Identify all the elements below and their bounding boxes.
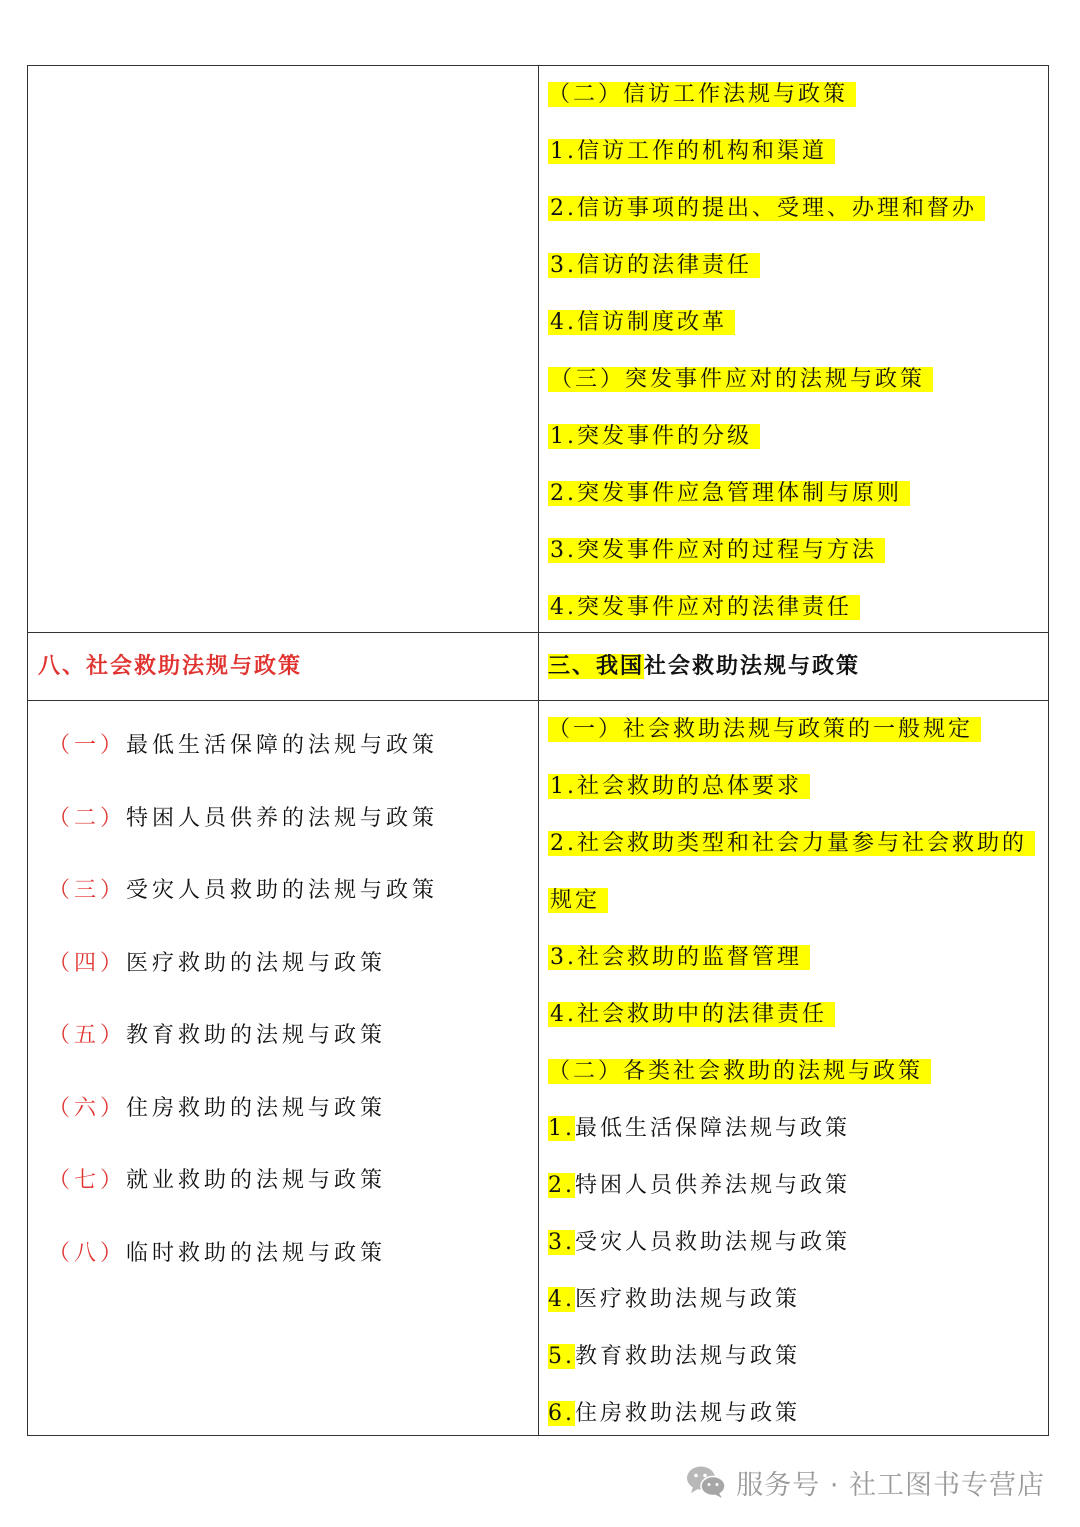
list-item: 3.社会救助的监督管理	[548, 945, 810, 970]
top-right-cell	[539, 66, 1049, 633]
top-left-cell	[28, 66, 539, 633]
item-number: 5.	[548, 1344, 575, 1369]
table-row	[28, 66, 1049, 633]
list-item: 受灾人员救助的法规与政策	[126, 878, 439, 903]
list-item: 2.信访事项的提出、受理、办理和督办	[548, 196, 985, 221]
list-item: 最低生活保障的法规与政策	[126, 733, 439, 758]
item-number: （一）	[48, 733, 127, 758]
item-number: （五）	[48, 1023, 127, 1048]
item-number: 6.	[548, 1401, 575, 1426]
table-row	[28, 633, 1049, 701]
list-item: 教育救助的法规与政策	[126, 1023, 387, 1048]
list-item: 2.社会救助类型和社会力量参与社会救助的	[548, 831, 1035, 856]
list-item: 4.突发事件应对的法律责任	[548, 595, 860, 620]
item-number: 3.	[548, 1230, 575, 1255]
list-item: 教育救助法规与政策	[575, 1344, 801, 1369]
list-item: 住房救助法规与政策	[575, 1401, 801, 1426]
section-heading-left-cell	[28, 633, 539, 701]
item-number: （二）	[48, 805, 127, 831]
list-item: 4.信访制度改革	[548, 310, 735, 335]
list-item: 4.社会救助中的法律责任	[548, 1002, 835, 1027]
list-item: 就业救助的法规与政策	[126, 1168, 387, 1193]
list-item: 1.突发事件的分级	[548, 424, 760, 449]
section-heading-left: 八、社会救助法规与政策	[38, 653, 303, 679]
wechat-icon	[686, 1465, 726, 1499]
list-item: （三）突发事件应对的法规与政策	[548, 367, 933, 392]
list-item: （二）各类社会救助的法规与政策	[548, 1059, 931, 1084]
list-item: 特困人员供养的法规与政策	[126, 805, 439, 831]
list-item: 受灾人员救助法规与政策	[575, 1230, 851, 1255]
item-number: （三）	[48, 878, 127, 903]
item-number: 2.	[548, 1173, 575, 1198]
item-number: （七）	[48, 1168, 127, 1193]
list-item: 医疗救助法规与政策	[575, 1287, 801, 1312]
list-item: 最低生活保障法规与政策	[575, 1116, 851, 1141]
item-number: （六）	[48, 1095, 127, 1121]
list-item: （二）信访工作法规与政策	[548, 82, 856, 107]
footer-text: 服务号 · 社工图书专营店	[736, 1469, 1045, 1501]
list-item: 住房救助的法规与政策	[126, 1095, 387, 1121]
section-heading-right-highlight: 三、我国	[548, 653, 645, 679]
list-item: 规定	[548, 888, 608, 913]
list-item: 医疗救助的法规与政策	[126, 950, 387, 976]
bottom-left-cell	[28, 701, 539, 1436]
list-item: 3.信访的法律责任	[548, 253, 760, 278]
item-number: （八）	[48, 1240, 127, 1266]
list-item: 1.社会救助的总体要求	[548, 774, 810, 799]
item-number: 1.	[548, 1116, 575, 1141]
list-item: （一）社会救助法规与政策的一般规定	[548, 717, 981, 742]
section-heading-right-cell	[539, 633, 1049, 701]
item-number: 4.	[548, 1287, 575, 1312]
list-item: 临时救助的法规与政策	[126, 1240, 387, 1266]
section-heading-right: 社会救助法规与政策	[644, 653, 861, 679]
list-item: 2.突发事件应急管理体制与原则	[548, 481, 910, 506]
list-item: 特困人员供养法规与政策	[575, 1173, 851, 1198]
item-number: （四）	[48, 950, 127, 976]
list-item: 3.突发事件应对的过程与方法	[548, 538, 885, 563]
list-item: 1.信访工作的机构和渠道	[548, 139, 835, 164]
bottom-right-cell	[539, 701, 1049, 1436]
watermark-footer	[686, 1462, 1045, 1502]
syllabus-comparison-table	[27, 65, 1049, 1436]
table-row	[28, 701, 1049, 1436]
